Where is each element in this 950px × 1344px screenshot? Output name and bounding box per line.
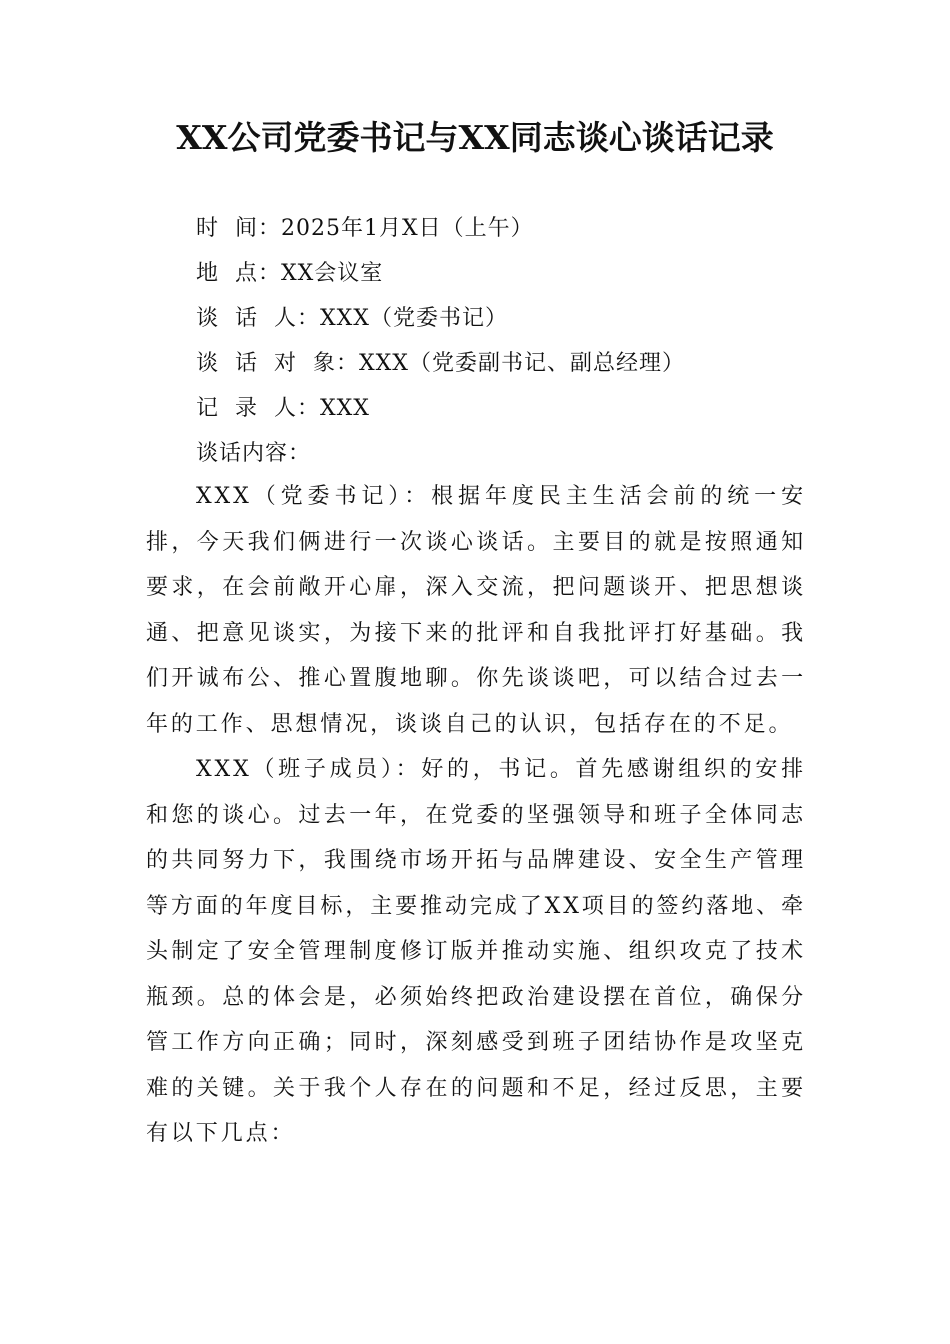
meta-interviewer: 谈 话 人：XXX（党委书记） xyxy=(196,306,508,331)
meta-interviewee: 谈 话 对 象：XXX（党委副书记、副总经理） xyxy=(196,351,685,376)
meta-location: 地 点：XX会议室 xyxy=(196,261,384,286)
conversation-body xyxy=(146,474,806,1157)
meta-recorder: 记 录 人：XXX xyxy=(196,396,370,421)
paragraph-secretary: XXX（党委书记）：根据年度民主生活会前的统一安排，今天我们俩进行一次谈心谈话。主要目的就是按照通知要求，在会前敞开心扉，深入交流，把问题谈开、把思想谈通、把意见谈实，为接下来的批评和自我批评打好基础。我们开诚布公、推心置腹地聊。你先谈谈吧，可以结合过去一年的工作、思想情况，谈谈自己的认识，包括存在的不足。 xyxy=(146,484,806,737)
meeting-info xyxy=(196,206,816,476)
meta-content-label: 谈话内容： xyxy=(196,441,312,466)
document-title: XX公司党委书记与XX同志谈心谈话记录 xyxy=(176,118,774,157)
paragraph-member: XXX（班子成员）：好的，书记。首先感谢组织的安排和您的谈心。过去一年，在党委的坚强领导和班子全体同志的共同努力下，我围绕市场开拓与品牌建设、安全生产管理等方面的年度目标，主要推动完成了XX项目的签约落地、牵头制定了安全管理制度修订版并推动实施、组织攻克了技术瓶颈。总的体会是，必须始终把政治建设摆在首位，确保分管工作方向正确；同时，深刻感受到班子团结协作是攻坚克难的关键。关于我个人存在的问题和不足，经过反思，主要有以下几点： xyxy=(146,757,806,1146)
meta-time: 时 间：2025年1月X日（上午） xyxy=(196,216,534,241)
